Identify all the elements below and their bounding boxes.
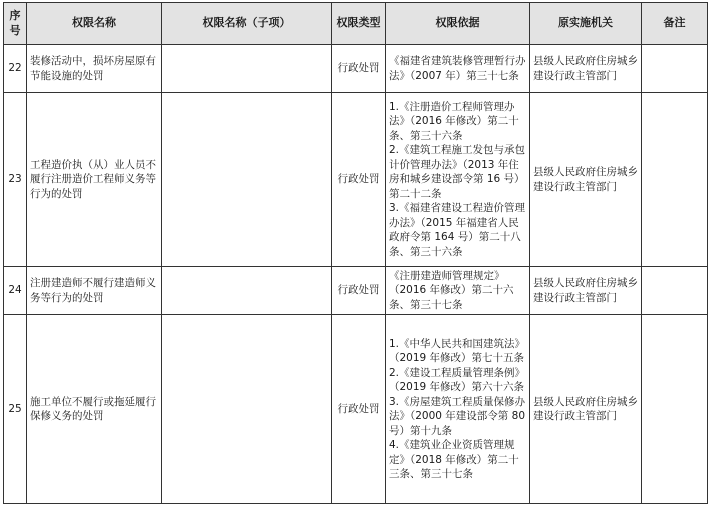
row-type: 行政处罚 [332,315,386,504]
basis-item: 1.《中华人民共和国建筑法》（2019 年修改）第七十五条 [389,337,526,364]
row-name: 注册建造师不履行建造师义务等行为的处罚 [27,267,162,315]
row-remarks [642,315,708,504]
header-type: 权限类型 [332,3,386,45]
row-index: 24 [4,267,27,315]
basis-item: 2.《建筑工程施工发包与承包计价管理办法》（2013 年住房和城乡建设部令第 16 号）第二十二条 [389,144,526,200]
row-agency: 县级人民政府住房城乡建设行政主管部门 [530,267,642,315]
row-sub-item [162,267,332,315]
row-name: 施工单位不履行或拖延履行保修义务的处罚 [27,315,162,504]
header-sub-item: 权限名称（子项） [162,3,332,45]
row-index: 25 [4,315,27,504]
table-row [4,45,708,93]
header-index: 序号 [4,3,27,45]
basis-item: 2.《建设工程质量管理条例》（2019 年修改）第六十六条 [389,366,526,393]
row-index: 23 [4,93,27,267]
row-type: 行政处罚 [332,93,386,267]
row-type: 行政处罚 [332,267,386,315]
table-row [4,315,708,504]
basis-item: 1.《注册造价工程师管理办法》（2016 年修改）第二十条、第三十六条 [389,100,519,142]
authority-table [3,2,708,504]
header-row [4,3,708,45]
row-basis [386,93,530,267]
row-sub-item [162,315,332,504]
header-agency: 原实施机关 [530,3,642,45]
row-sub-item [162,93,332,267]
row-name: 装修活动中，损坏房屋原有节能设施的处罚 [27,45,162,93]
row-agency: 县级人民政府住房城乡建设行政主管部门 [530,315,642,504]
row-type: 行政处罚 [332,45,386,93]
header-remarks: 备注 [642,3,708,45]
row-agency: 县级人民政府住房城乡建设行政主管部门 [530,93,642,267]
basis-item: 《福建省建筑装修管理暂行办法》（2007 年）第三十七条 [389,55,526,82]
row-basis [386,267,530,315]
table-row [4,93,708,267]
basis-item: 《注册建造师管理规定》（2016 年修改）第二十六条、第三十七条 [389,269,514,311]
row-basis [386,45,530,93]
row-remarks [642,93,708,267]
row-remarks [642,45,708,93]
basis-item: 3.《房屋建筑工程质量保修办法》（2000 年建设部令第 80 号）第十九条 [389,395,526,437]
row-name: 工程造价执（从）业人员不履行注册造价工程师义务等行为的处罚 [27,93,162,267]
table-row [4,267,708,315]
basis-item: 3.《福建省建设工程造价管理办法》（2015 年福建省人民政府令第 164 号）第二十八条、第三十六条 [389,202,526,258]
row-sub-item [162,45,332,93]
header-basis: 权限依据 [386,3,530,45]
header-name: 权限名称 [27,3,162,45]
row-remarks [642,267,708,315]
row-agency: 县级人民政府住房城乡建设行政主管部门 [530,45,642,93]
basis-item: 4.《建筑业企业资质管理规定》（2018 年修改）第二十三条、第三十七条 [389,439,519,480]
row-index: 22 [4,45,27,93]
row-basis [386,315,530,504]
